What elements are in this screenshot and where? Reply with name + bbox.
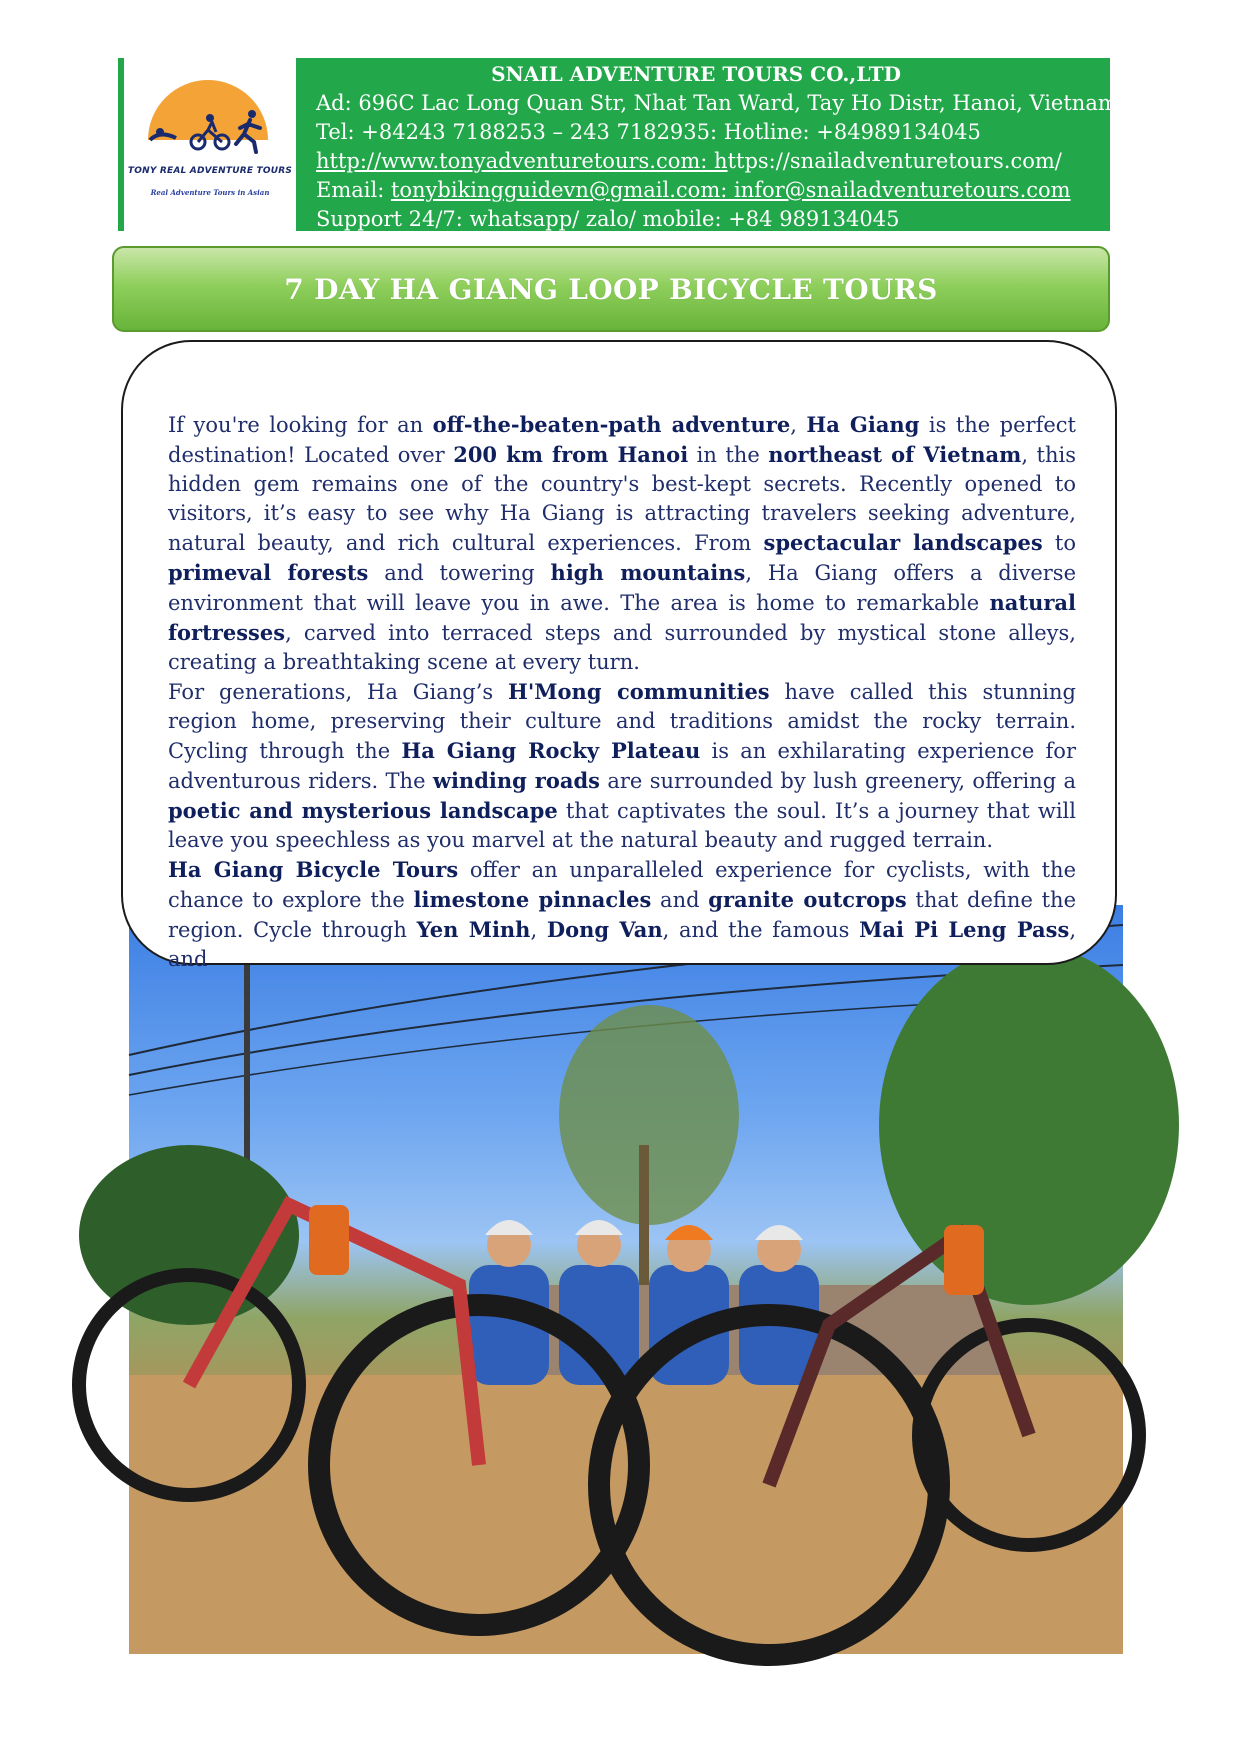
body-text: , this hidden gem remains one of the country's best-kept secrets. Recently opened to visitors, it’s easy to see why Ha Giang is attracting travelers seeking adventure, natural beauty, and rich cultural experiences. From [168, 443, 1076, 555]
highlight-text: high mountains [550, 560, 746, 585]
body-text: and [651, 888, 709, 912]
website-secondary: ttps://snailadventuretours.com/ [727, 149, 1062, 173]
intro-paragraph [168, 855, 1076, 974]
company-header [118, 58, 1118, 231]
body-text: , [530, 918, 547, 942]
body-text: offer an unparalleled experience for cyclists, with the chance to explore the [168, 858, 1076, 912]
tour-title: 7 DAY HA GIANG LOOP BICYCLE TOURS [284, 272, 938, 306]
highlight-text: poetic and mysterious landscape [168, 798, 558, 823]
website-link[interactable]: http://www.tonyadventuretours.com: h [316, 149, 728, 173]
highlight-text: Mai Pi Leng Pass [859, 917, 1070, 942]
email-label: Email: [316, 178, 391, 202]
highlight-text: granite outcrops [708, 887, 907, 912]
body-text: and towering [368, 561, 551, 585]
cyclists-photo [129, 905, 1123, 1654]
highlight-text: Dong Van [546, 917, 663, 942]
company-name: SNAIL ADVENTURE TOURS CO.,LTD [491, 62, 901, 86]
highlight-text: Ha Giang [806, 412, 920, 437]
highlight-text: spectacular landscapes [763, 530, 1043, 555]
highlight-text: H'Mong communities [508, 679, 770, 704]
body-text: to [1042, 531, 1076, 555]
intro-text-panel [121, 340, 1117, 971]
highlight-text: Ha Giang Bicycle Tours [168, 857, 459, 882]
body-text: that define the region. Cycle through [168, 888, 1077, 942]
intro-text [168, 410, 1077, 971]
highlight-text: limestone pinnacles [413, 887, 652, 912]
company-address: Ad: 696C Lac Long Quan Str, Nhat Tan Ward, Tay Ho Distr, Hanoi, Vietnam [316, 91, 1118, 115]
intro-paragraph [168, 677, 1076, 855]
logo-tagline: Real Adventure Tours in Asian [150, 188, 270, 197]
cyclists-photo-illustration [129, 905, 1123, 1654]
body-text: , Ha Giang offers a diverse environment that will leave you in awe. The area is home to remarkable [168, 561, 1076, 615]
body-text: that captivates the soul. It’s a journey that will leave you speechless as you marvel at the natural beauty and rugged terrain. [168, 799, 1076, 852]
body-text: is the perfect destination! Located over [168, 413, 1076, 467]
highlight-text: winding roads [432, 768, 600, 793]
email-link[interactable]: tonybikingguidevn@gmail.com: infor@snailadventuretours.com [390, 178, 1071, 202]
logo-brand-name: TONY REAL ADVENTURE TOURS [127, 166, 293, 176]
highlight-text: natural fortresses [168, 590, 1076, 645]
tour-title-banner [112, 246, 1110, 332]
body-text: , carved into terraced steps and surrounded by mystical stone alleys, creating a breathtaking scene at every turn. [168, 621, 1076, 674]
highlight-text: 200 km from Hanoi [453, 442, 689, 467]
body-text: , and [168, 918, 1077, 971]
body-text: For generations, Ha Giang’s [168, 680, 509, 704]
company-website-line [316, 147, 1106, 176]
body-text: , [790, 413, 807, 437]
highlight-text: Yen Minh [416, 917, 531, 942]
highlight-text: Ha Giang Rocky Plateau [401, 738, 701, 763]
body-text: have called this stunning region home, preserving their culture and traditions amidst the rocky terrain. Cycling through the [168, 680, 1076, 763]
company-email-line [316, 176, 1106, 205]
body-text: are surrounded by lush greenery, offering a [600, 769, 1077, 793]
company-contact-block [316, 60, 1118, 234]
body-text: If you're looking for an [168, 413, 433, 437]
triathlon-riders-icon [146, 108, 274, 154]
highlight-text: off-the-beaten-path adventure [432, 412, 791, 437]
intro-paragraph [168, 410, 1076, 677]
body-text: , and the famous [662, 918, 860, 942]
company-logo [124, 58, 296, 231]
body-text: in the [688, 443, 769, 467]
highlight-text: northeast of Vietnam [768, 442, 1022, 467]
company-support: Support 24/7: whatsapp/ zalo/ mobile: +84 989134045 [316, 207, 900, 231]
body-text: is an exhilarating experience for adventurous riders. The [168, 739, 1076, 793]
company-phone: Tel: +84243 7188253 – 243 7182935: Hotline: +84989134045 [316, 120, 981, 144]
highlight-text: primeval forests [168, 560, 369, 585]
